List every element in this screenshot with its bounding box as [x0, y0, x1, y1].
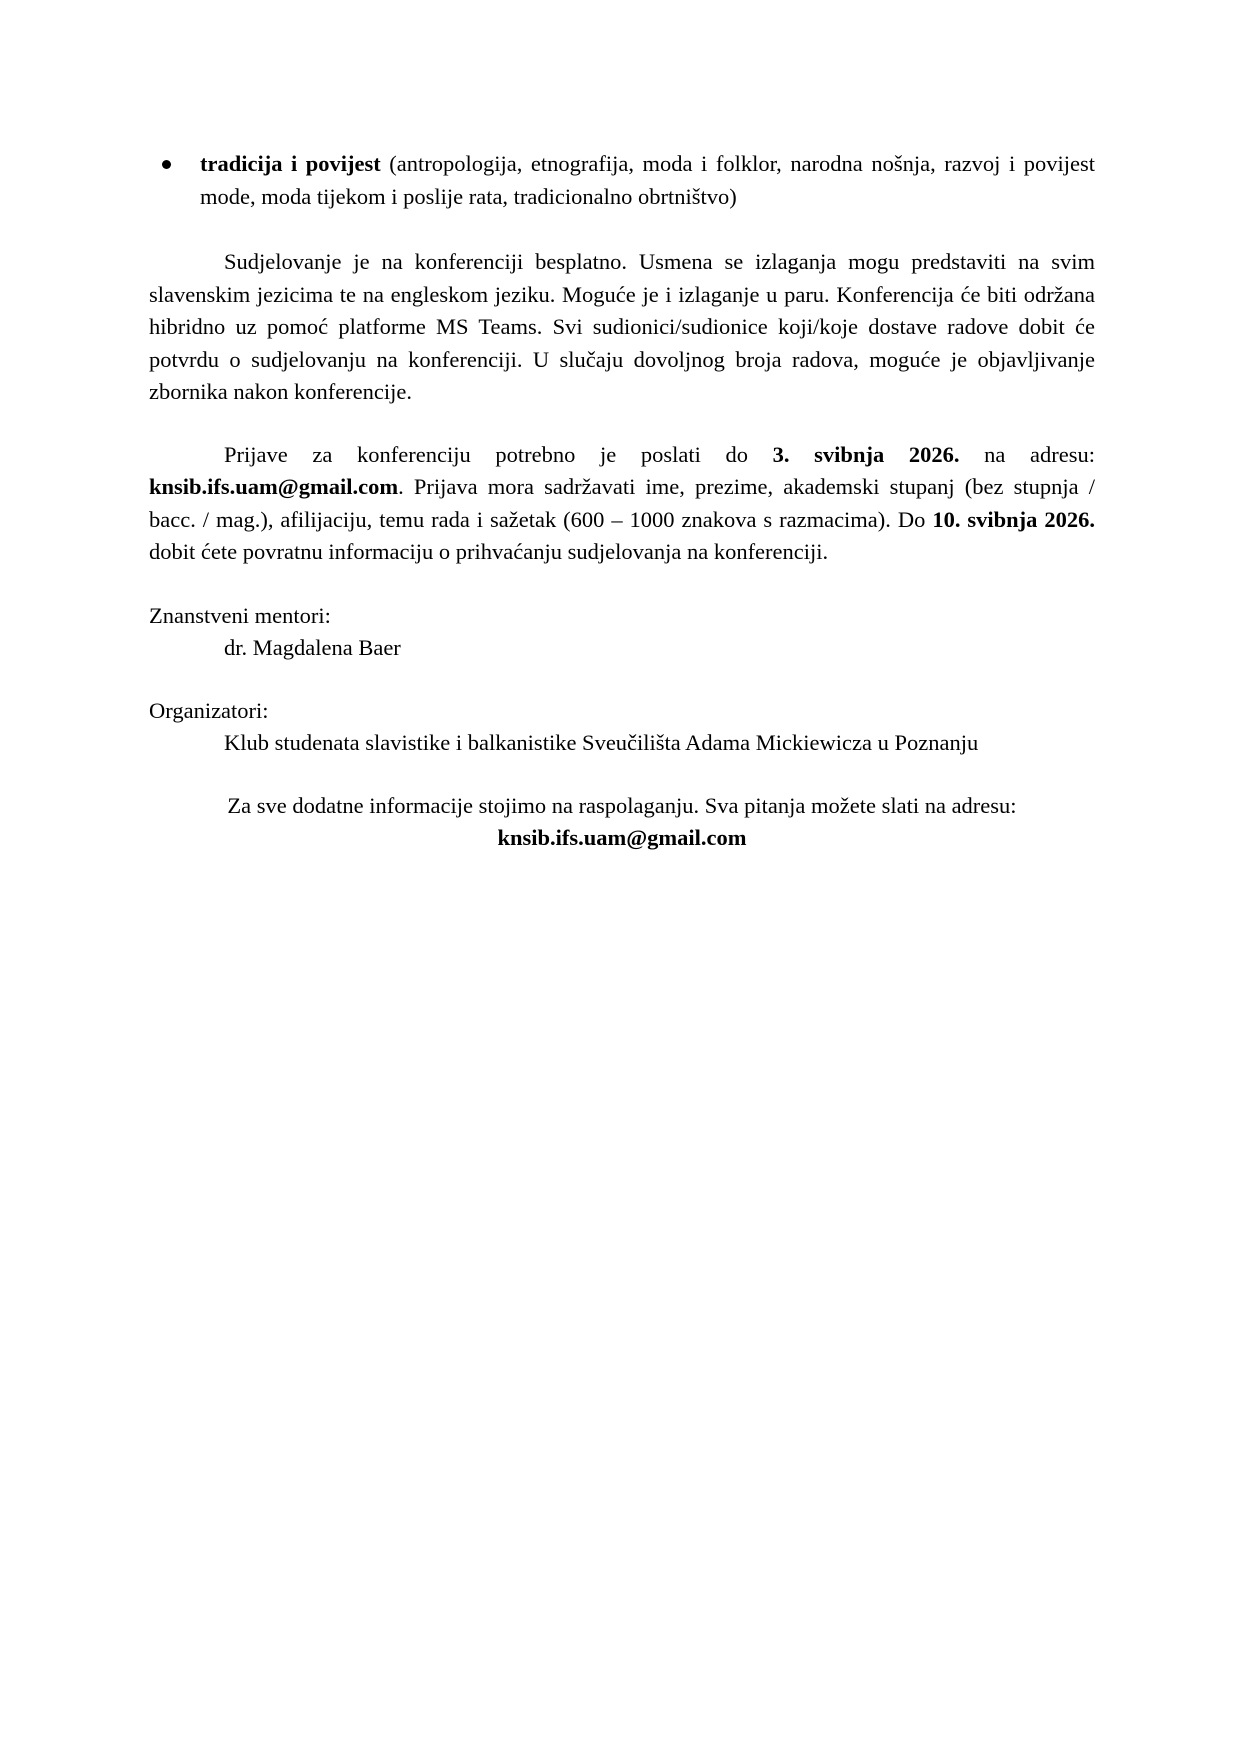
application-text-4: dobit ćete povratnu informaciju o prihvaćanju sudjelovanja na konferenciji. — [149, 539, 829, 564]
contact-text: Za sve dodatne informacije stojimo na raspolaganju. Sva pitanja možete slati na adresu: — [227, 792, 1017, 818]
topic-bullet-item — [149, 148, 1095, 213]
topic-term: tradicija i povijest — [200, 151, 381, 176]
participation-paragraph: Sudjelovanje je na konferenciji besplatno. Usmena se izlaganja mogu predstaviti na svim slavenskim jezicima te na engleskom jeziku. Moguće je i izlaganje u paru. Konferencija će biti održana hibridno uz pomoć platforme MS Teams. Svi sudionici/sudionice koji/koje dostave radove dobit će potvrdu o sudjelovanju na konferenciji. U slučaju dovoljnog broja radova, moguće je objavljivanje zbornika nakon konferencije. — [149, 249, 1095, 404]
application-text-1: Prijave za konferenciju potrebno je poslati do — [224, 441, 773, 467]
response-date: 10. svibnja 2026. — [932, 506, 1095, 532]
contact-email[interactable]: knsib.ifs.uam@gmail.com — [497, 825, 747, 850]
bullet-icon — [162, 160, 171, 169]
topic-description: (antropologija, etnografija, moda i folklor, narodna nošnja, razvoj i povijest mode, moda tijekom i poslije rata, tradicionalno obrtništvo) — [200, 151, 1095, 209]
application-text-3: . Prijava mora sadržavati ime, prezime, akademski stupanj (bez stupnja / bacc. / mag.), afilijaciju, temu rada i sažetak (600 – 1000 znakova s razmacima). Do — [149, 474, 1095, 532]
organizers-heading: Organizatori: — [149, 697, 269, 723]
contact-email-line — [149, 822, 1095, 855]
application-deadline: 3. svibnja 2026. — [772, 441, 960, 467]
organizers-section — [149, 695, 1095, 760]
application-paragraph — [149, 439, 1095, 569]
mentor-name: dr. Magdalena Baer — [224, 635, 401, 660]
contact-section — [149, 790, 1095, 855]
mentors-section — [149, 600, 1095, 665]
document-page — [149, 148, 1095, 855]
application-text-2: na adresu: — [959, 441, 1095, 467]
application-email[interactable]: knsib.ifs.uam@gmail.com — [149, 474, 399, 499]
organizer-name: Klub studenata slavistike i balkanistike Sveučilišta Adama Mickiewicza u Poznanju — [224, 730, 979, 755]
mentors-heading: Znanstveni mentori: — [149, 602, 331, 628]
